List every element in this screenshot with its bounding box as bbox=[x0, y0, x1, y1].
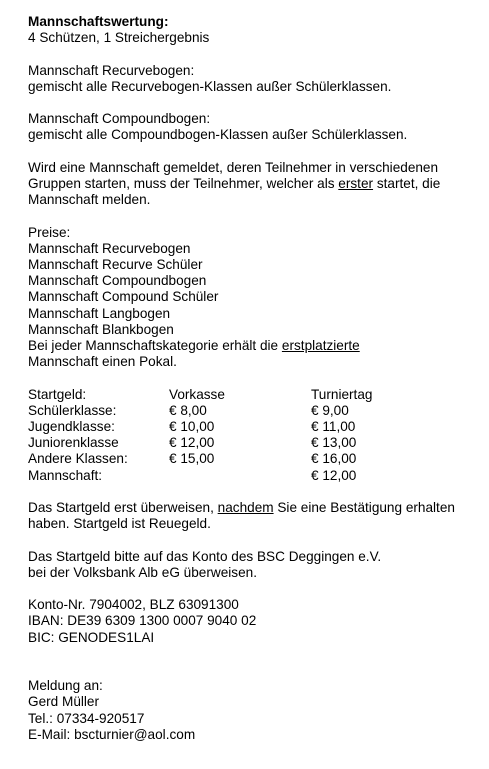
fees-prepay: € 10,00 bbox=[169, 419, 215, 434]
fees-table bbox=[28, 387, 478, 484]
payment-line1 bbox=[28, 500, 478, 516]
iban: IBAN: DE39 6309 1300 0007 9040 02 bbox=[28, 613, 257, 629]
fees-prepay: € 15,00 bbox=[169, 451, 215, 467]
fees-row bbox=[28, 403, 478, 419]
prizes-note-emphasis: erstplatzierte bbox=[281, 338, 360, 353]
payment-emphasis: nachdem bbox=[217, 500, 274, 515]
team-note-line3: Mannschaft melden. bbox=[28, 192, 151, 208]
team-note-line2 bbox=[28, 176, 478, 192]
fees-onsite: € 11,00 bbox=[311, 419, 356, 434]
account-number: Konto-Nr. 7904002, BLZ 63091300 bbox=[28, 597, 239, 613]
prizes-section bbox=[28, 225, 478, 371]
payment-section bbox=[28, 500, 478, 646]
prize-item: Mannschaft Blankbogen bbox=[28, 321, 174, 337]
fees-prepay: € 12,00 bbox=[169, 435, 215, 451]
fees-header-prepay: Vorkasse bbox=[169, 386, 225, 402]
payment-line1-text: Das Startgeld erst überweisen, bbox=[28, 500, 218, 515]
fees-class: Schülerklasse: bbox=[28, 402, 117, 418]
recurve-desc: gemischt alle Recurvebogen-Klassen außer Schülerklassen. bbox=[28, 78, 392, 94]
fees-row bbox=[28, 419, 478, 435]
prize-item: Mannschaft Compound Schüler bbox=[28, 289, 219, 305]
contact-section bbox=[28, 678, 478, 743]
contact-heading: Meldung an: bbox=[28, 678, 103, 694]
prizes-note-line2: Mannschaft einen Pokal. bbox=[28, 354, 177, 370]
team-note-emphasis: erster bbox=[338, 175, 374, 191]
fees-row bbox=[28, 468, 478, 484]
bank-line1: Das Startgeld bitte auf das Konto des BSC Deggingen e.V. bbox=[28, 548, 382, 564]
prize-item: Mannschaft Recurve Schüler bbox=[28, 256, 203, 272]
payment-line2: haben. Startgeld ist Reuegeld. bbox=[28, 516, 211, 532]
fees-header-label: Startgeld: bbox=[28, 386, 87, 402]
fees-class: Juniorenklasse bbox=[28, 435, 119, 451]
payment-line1-end: Sie eine Bestätigung erhalten bbox=[273, 500, 455, 515]
prizes-heading: Preise: bbox=[28, 224, 71, 240]
prizes-note-text: Bei jeder Mannschaftskategorie erhält die bbox=[28, 338, 282, 353]
prize-item: Mannschaft Recurvebogen bbox=[28, 240, 191, 256]
prize-item: Mannschaft Compoundbogen bbox=[28, 273, 207, 289]
team-note-line2-end: startet, die bbox=[373, 175, 441, 191]
fees-class: Jugendklasse: bbox=[28, 419, 115, 434]
fees-class: Andere Klassen: bbox=[28, 451, 128, 467]
contact-phone: Tel.: 07334-920517 bbox=[28, 710, 145, 726]
compound-title: Mannschaft Compoundbogen: bbox=[28, 111, 211, 127]
team-subheading: 4 Schützen, 1 Streichergebnis bbox=[28, 30, 210, 46]
fees-prepay: € 8,00 bbox=[169, 402, 207, 418]
team-note-line2-text: Gruppen starten, muss der Teilnehmer, welcher als bbox=[28, 175, 339, 191]
contact-name: Gerd Müller bbox=[28, 694, 100, 710]
team-heading: Mannschaftswertung: bbox=[28, 14, 169, 29]
prizes-note-line1 bbox=[28, 338, 478, 354]
fees-header-onsite: Turniertag bbox=[311, 386, 373, 402]
contact-email: E-Mail: bscturnier@aol.com bbox=[28, 726, 196, 742]
fees-row bbox=[28, 451, 478, 467]
prize-item: Mannschaft Langbogen bbox=[28, 305, 171, 321]
compound-desc: gemischt alle Compoundbogen-Klassen außer Schülerklassen. bbox=[28, 127, 408, 143]
fees-onsite: € 9,00 bbox=[311, 402, 349, 418]
document-page bbox=[28, 14, 478, 743]
bic: BIC: GENODES1LAI bbox=[28, 629, 155, 645]
fees-prepay bbox=[169, 468, 311, 484]
fees-row bbox=[28, 435, 478, 451]
recurve-title: Mannschaft Recurvebogen: bbox=[28, 62, 195, 78]
fees-onsite: € 13,00 bbox=[311, 435, 357, 451]
fees-onsite: € 12,00 bbox=[311, 467, 357, 483]
fees-onsite: € 16,00 bbox=[311, 451, 357, 467]
fees-header-row bbox=[28, 387, 478, 403]
team-section bbox=[28, 14, 478, 208]
fees-class: Mannschaft: bbox=[28, 467, 103, 483]
team-note-line1: Wird eine Mannschaft gemeldet, deren Teilnehmer in verschiedenen bbox=[28, 159, 439, 175]
bank-line2: bei der Volksbank Alb eG überweisen. bbox=[28, 564, 257, 580]
